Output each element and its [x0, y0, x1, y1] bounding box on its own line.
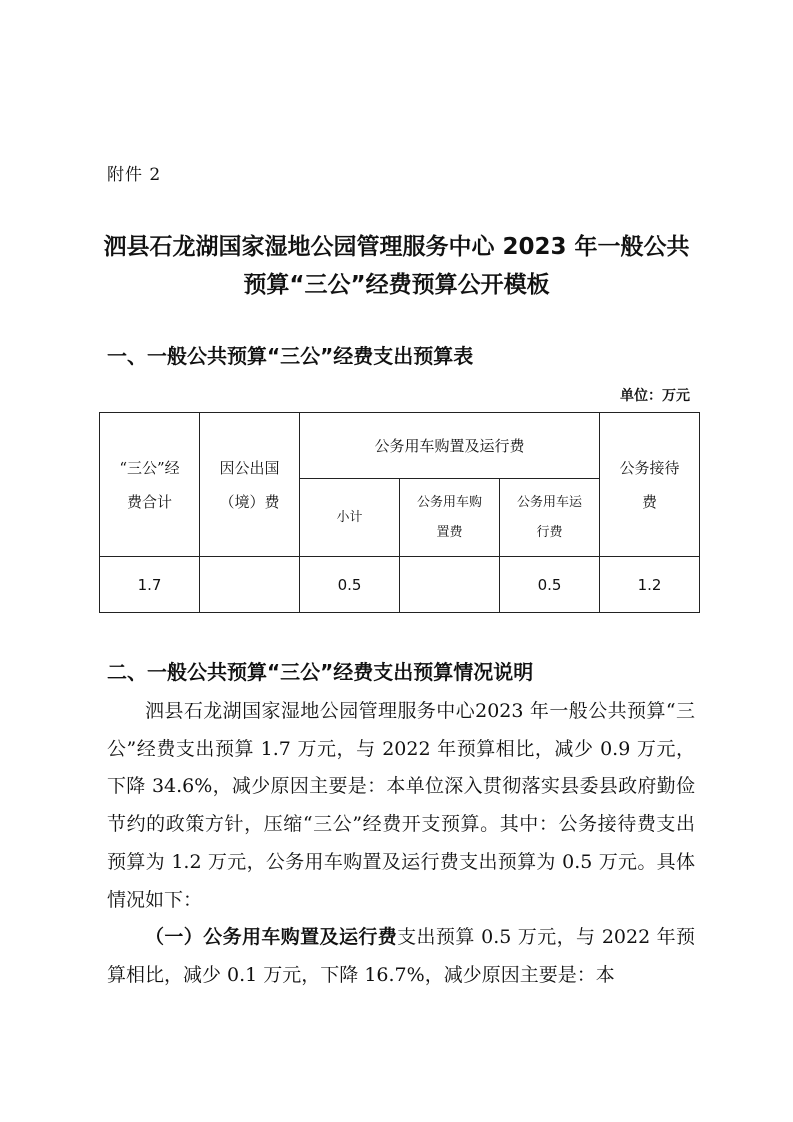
paragraph-2 — [107, 919, 695, 994]
cell-total: 1.7 — [100, 557, 200, 613]
header-purchase-line1: 公务用车购 — [416, 494, 482, 510]
header-operation — [500, 479, 600, 557]
paragraph-1: 泗县石龙湖国家湿地公园管理服务中心2023 年一般公共预算“三公”经费支出预算 1.7 万元，与 2022 年预算相比，减少 0.9 万元，下降 34.6%，减少原因主要是：本单位深入贯彻落实县委县政府勤俭节约的政策方针，压缩“三公”经费开支预算。其中：公务接待费支出预算为 1.2 万元，公务用车购置及运行费支出预算为 0.5 万元。具体情况如下： — [107, 700, 695, 911]
header-overseas-line1: 因公出国 — [219, 458, 280, 477]
paragraph-2-rest: 支出预算 0.5 万元，与 2022 年预算相比，减少 0.1 万元，下降 16.7%，减少原因主要是：本 — [107, 926, 695, 986]
header-operation-line1: 公务用车运 — [517, 494, 583, 510]
header-purchase — [400, 479, 500, 557]
header-total-line1: “三公”经 — [119, 458, 180, 477]
attachment-label: 附件 2 — [107, 165, 162, 185]
document-title-line2: 预算“三公”经费预算公开模板 — [243, 272, 550, 298]
paragraph-2-bold: （一）公务用车购置及运行费 — [145, 926, 398, 949]
table-row — [100, 557, 700, 613]
explanation-body — [107, 693, 695, 995]
document-title-line1: 泗县石龙湖国家湿地公园管理服务中心 2023 年一般公共 — [103, 234, 690, 260]
header-operation-line2: 行费 — [536, 524, 563, 540]
unit-label: 单位：万元 — [620, 388, 690, 404]
header-purchase-line2: 置费 — [436, 524, 463, 540]
budget-table — [99, 412, 700, 613]
section1-heading: 一、一般公共预算“三公”经费支出预算表 — [107, 344, 474, 368]
header-reception-line2: 费 — [642, 492, 658, 511]
cell-overseas — [200, 557, 300, 613]
header-overseas — [200, 413, 300, 557]
cell-purchase — [400, 557, 500, 613]
cell-reception: 1.2 — [600, 557, 700, 613]
header-vehicle-group: 公务用车购置及运行费 — [300, 413, 600, 479]
header-overseas-line2: （境）费 — [219, 492, 280, 511]
header-reception-line1: 公务接待 — [619, 458, 680, 477]
header-subtotal: 小计 — [300, 479, 400, 557]
cell-operation: 0.5 — [500, 557, 600, 613]
header-reception — [600, 413, 700, 557]
cell-subtotal: 0.5 — [300, 557, 400, 613]
header-total — [100, 413, 200, 557]
section2-heading: 二、一般公共预算“三公”经费支出预算情况说明 — [107, 660, 534, 684]
header-total-line2: 费合计 — [126, 492, 172, 511]
